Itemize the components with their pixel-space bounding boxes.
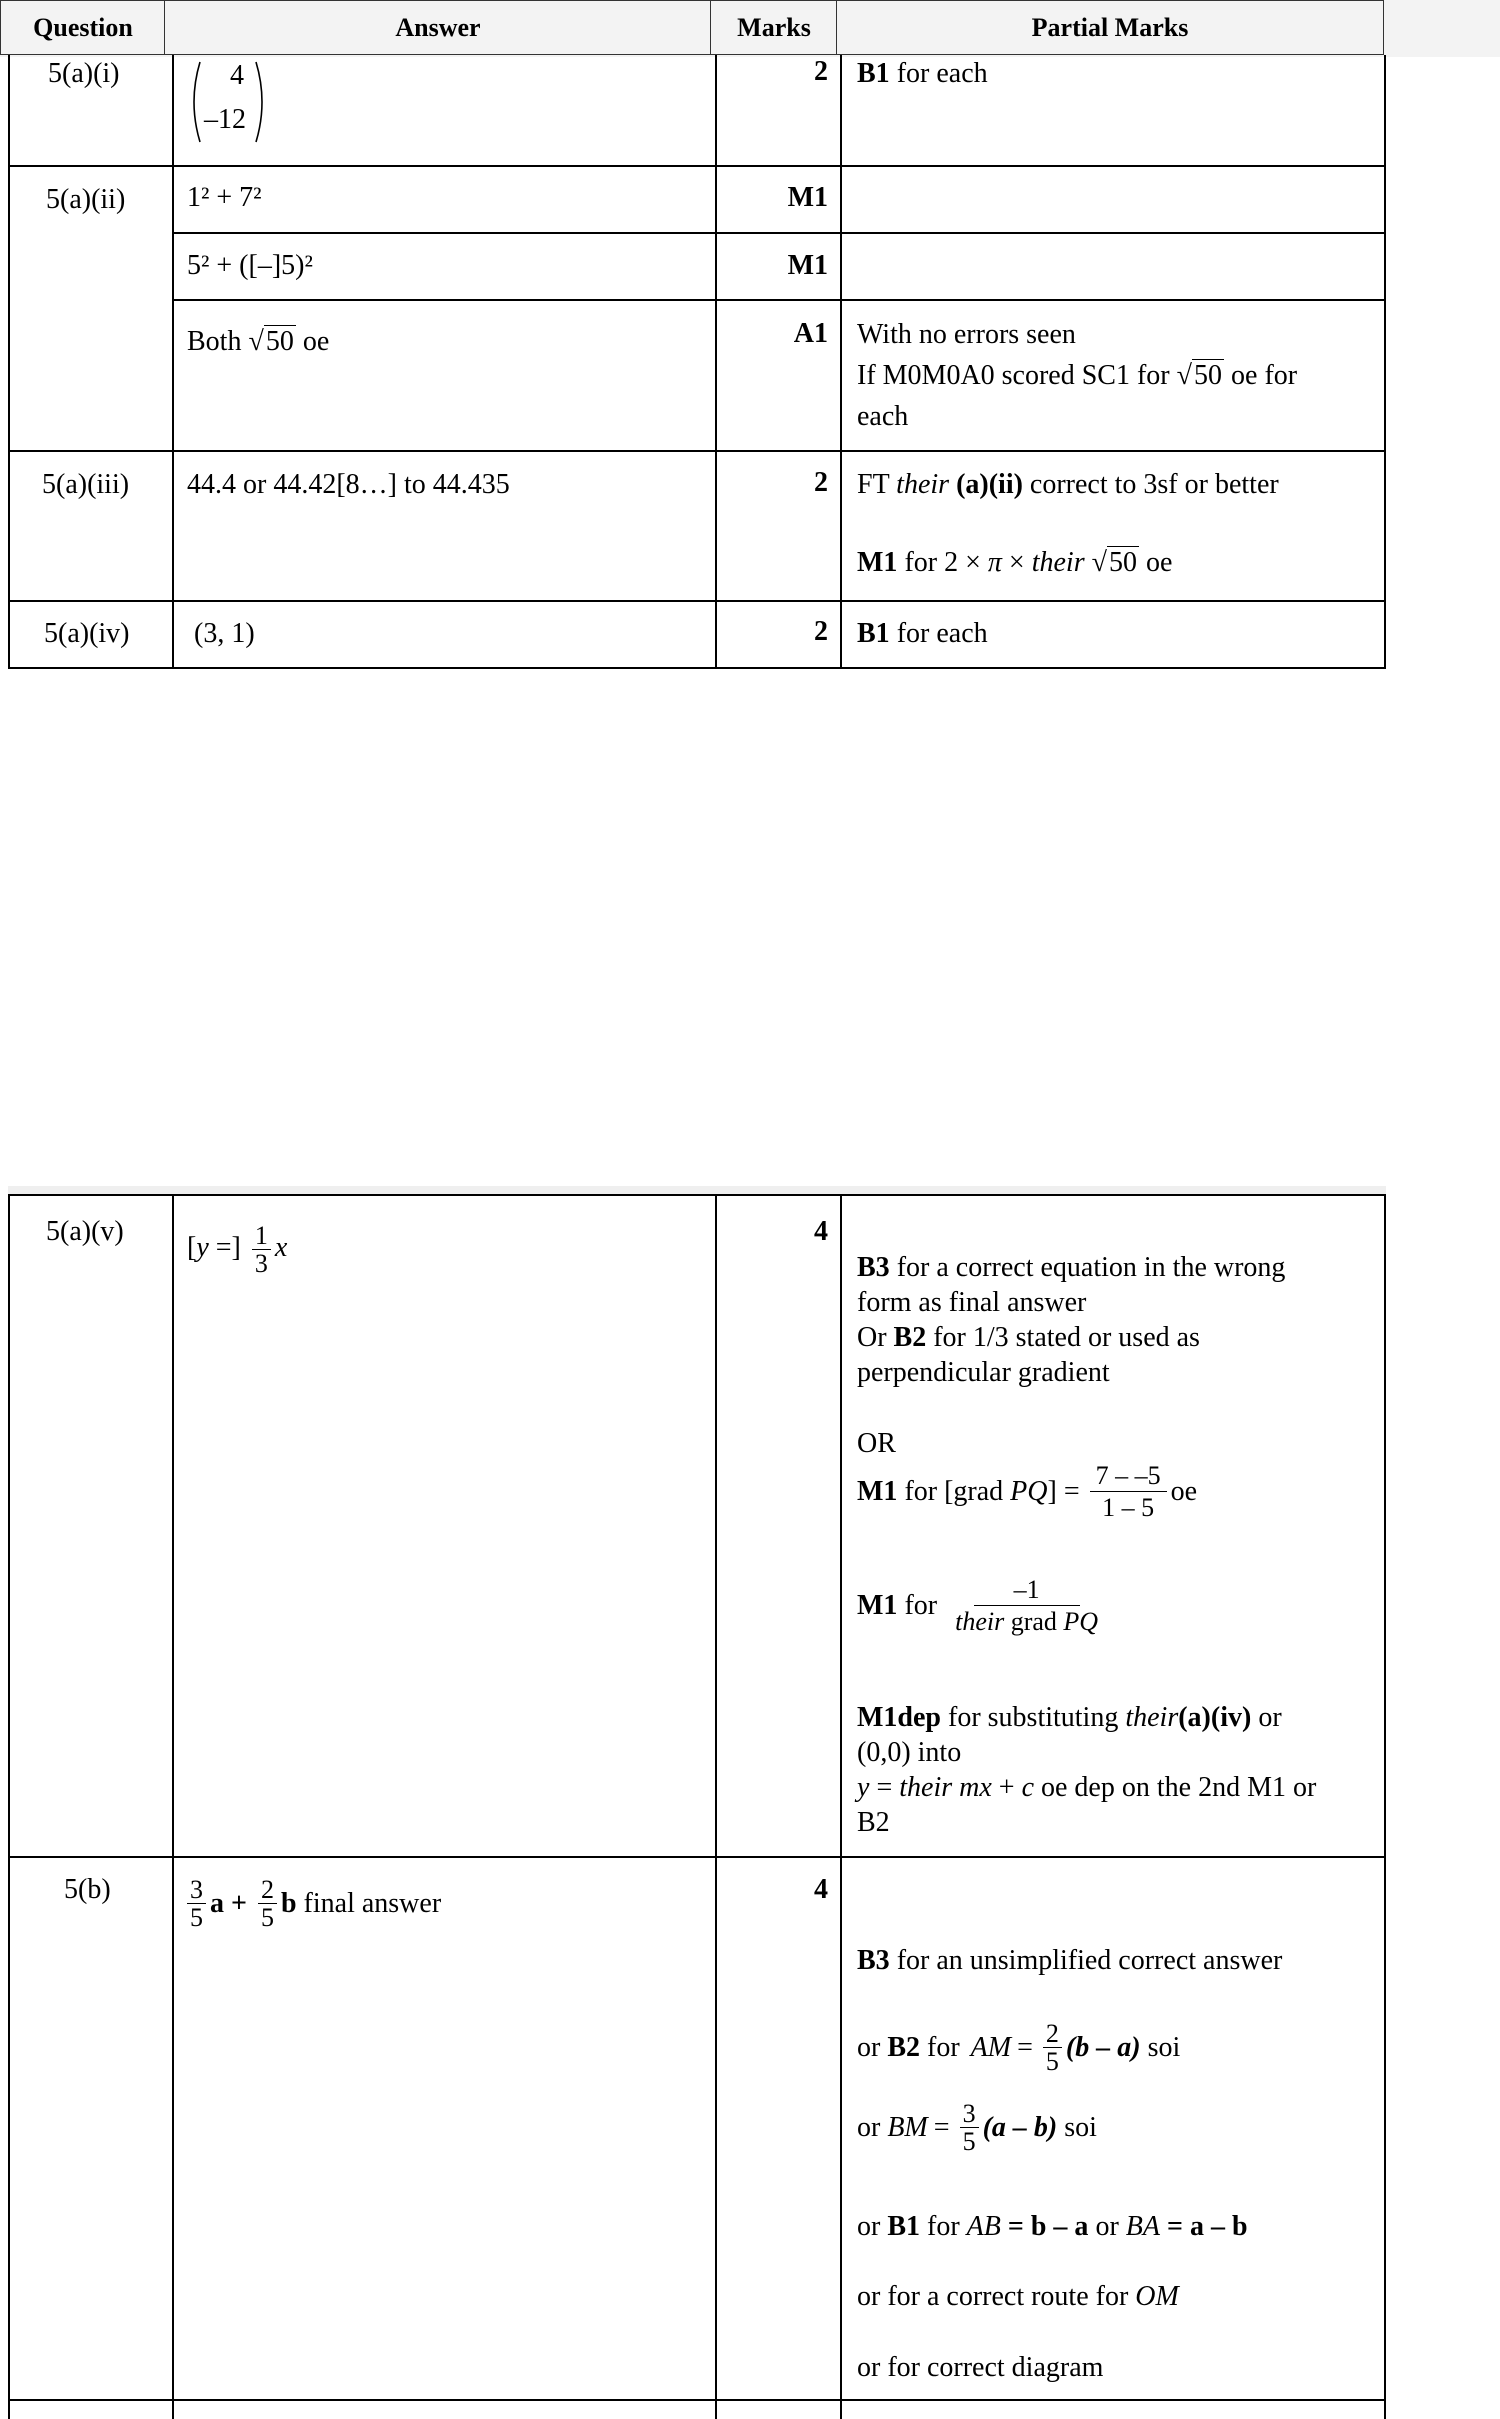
or-word: or <box>857 2111 888 2143</box>
answer-suffix: final answer <box>296 1887 442 1919</box>
partial-text: each <box>857 401 909 432</box>
radicand: 50 <box>265 326 294 357</box>
grid-line <box>8 2399 1386 2401</box>
mark-code: M1 <box>857 1589 898 1621</box>
partial-text: for each <box>889 618 988 649</box>
ft-label: FT <box>857 469 897 500</box>
question-label: 5(a)(v) <box>46 1216 124 1247</box>
vector-top: 4 <box>230 60 244 91</box>
marks-value: M1 <box>787 182 828 213</box>
equals-sign: = <box>933 2111 950 2143</box>
partial-suffix: oe <box>1138 547 1173 578</box>
denominator: 5 <box>962 2127 976 2157</box>
bracket-open: [ <box>187 1232 197 1264</box>
answer-prefix: Both <box>187 326 249 357</box>
partial-text <box>857 2020 1180 2076</box>
denominator: 3 <box>254 1249 268 1279</box>
numerator: 3 <box>187 1876 206 1904</box>
denominator: 1 – 5 <box>1102 1493 1155 1523</box>
variable-y: y <box>857 1772 870 1803</box>
marks-value: 2 <box>814 616 828 647</box>
partial-text <box>857 2279 1179 2315</box>
answer-text: 44.4 or 44.42[8…] to 44.435 <box>187 469 510 500</box>
denominator: 5 <box>260 1903 274 1933</box>
equals-sign: = <box>1000 2211 1031 2242</box>
equals-sign: = <box>869 1772 900 1803</box>
mark-code: B1 <box>857 618 890 649</box>
answer-expression <box>187 1222 287 1278</box>
partial-text: B2 <box>857 1807 890 1838</box>
mark-code: B2 <box>887 2031 921 2063</box>
route-text: or for a correct route for <box>857 2281 1136 2312</box>
grid-line <box>840 1194 842 2419</box>
segment-pq: PQ <box>1063 1607 1099 1637</box>
variable-y: y <box>196 1232 209 1264</box>
grid-line <box>715 1194 717 2419</box>
mark-code: B3 <box>857 1945 890 1976</box>
header-question: Question <box>0 0 166 55</box>
grid-line <box>8 600 1386 602</box>
grid-line <box>8 1856 1386 1858</box>
question-label: 5(a)(i) <box>48 58 120 89</box>
segment-pq: PQ <box>1010 1475 1048 1507</box>
soi-label: soi <box>1057 2111 1097 2143</box>
grad-text: grad <box>1004 1607 1064 1637</box>
vector-expression: (b – a) <box>1065 2031 1141 2063</box>
marks-value: M1 <box>787 250 828 281</box>
fraction <box>258 1876 277 1932</box>
square-root: √50 <box>248 326 294 357</box>
or-word: or <box>1251 1702 1282 1733</box>
partial-text: OR <box>857 1428 896 1459</box>
or-word: Or <box>857 1322 894 1353</box>
soi-label: soi <box>1140 2031 1181 2063</box>
equals-bracket: =] <box>208 1232 241 1264</box>
partial-text: or for correct diagram <box>857 2352 1104 2383</box>
partial-text: perpendicular gradient <box>857 1357 1110 1388</box>
partial-text-a: for 2 × <box>897 547 988 578</box>
partial-text <box>857 1700 1282 1736</box>
square-root: √50 <box>1176 360 1223 391</box>
grid-line <box>8 667 1386 669</box>
partial-marks <box>857 616 988 652</box>
mark-code: B1 <box>857 58 890 89</box>
partial-text-line: for an unsimplified correct answer <box>889 1945 1283 1976</box>
header-answer: Answer <box>164 0 712 55</box>
grid-line <box>172 299 1386 301</box>
header-marks: Marks <box>710 0 838 55</box>
mark-code: M1 <box>857 547 898 578</box>
fraction <box>960 2100 979 2156</box>
segment-ab: AB <box>966 2211 1001 2242</box>
mark-code: B2 <box>893 1322 927 1353</box>
column-vector <box>186 58 270 146</box>
pi-symbol: π <box>987 547 1002 578</box>
their-mx: their mx <box>899 1772 992 1803</box>
question-label: 5(a)(iv) <box>44 618 130 649</box>
fraction <box>252 1222 271 1278</box>
vector-a: a <box>210 1887 224 1919</box>
denominator <box>951 1606 1102 1637</box>
square-root: √50 <box>1091 547 1137 578</box>
partial-text: for each <box>889 58 988 89</box>
partial-text: With no errors seen <box>857 319 1076 350</box>
answer-expression <box>187 1876 441 1932</box>
grid-line <box>8 55 10 669</box>
answer-text <box>187 324 329 360</box>
partial-text <box>857 358 1297 394</box>
variable-x: x <box>274 1232 288 1264</box>
partial-text-a: for <box>920 2031 967 2063</box>
grid-line <box>8 1194 10 2419</box>
marks-value: 2 <box>814 56 828 87</box>
or-word: or <box>857 2031 888 2063</box>
grid-line <box>8 450 1386 452</box>
plus-sign: + <box>224 1887 254 1919</box>
grid-line <box>172 1194 174 2419</box>
partial-marks <box>857 56 988 92</box>
fraction <box>1043 2020 1062 2076</box>
numerator: –1 <box>974 1574 1080 1606</box>
their-word: their <box>896 469 950 500</box>
marks-value: A1 <box>793 318 828 349</box>
or-word: or <box>857 2211 888 2242</box>
mark-code: M1 <box>857 1475 898 1507</box>
numerator: 2 <box>258 1876 277 1904</box>
equals-sign: ] = <box>1047 1475 1080 1507</box>
mark-code: B1 <box>887 2211 921 2242</box>
question-label: 5(a)(iii) <box>42 469 130 500</box>
partial-text <box>857 2100 1097 2156</box>
grid-line <box>8 165 1386 167</box>
partial-suffix: oe for <box>1224 360 1298 391</box>
vector-b: b <box>280 1887 297 1919</box>
marks-value: 4 <box>814 1216 828 1247</box>
radicand: 50 <box>1108 547 1137 578</box>
question-label: 5(a)(ii) <box>46 184 126 215</box>
marks-value: 4 <box>814 1874 828 1905</box>
partial-text <box>857 1250 1285 1286</box>
fraction <box>951 1574 1102 1638</box>
oe-label: oe <box>1170 1475 1198 1507</box>
fraction <box>187 1876 206 1932</box>
mark-code: B3 <box>857 1252 890 1283</box>
or-word: or <box>1088 2211 1126 2242</box>
part-reference: (a)(iv) <box>1178 1702 1252 1733</box>
partial-text-line: for a correct equation in the wrong <box>889 1252 1286 1283</box>
partial-text <box>857 545 1172 581</box>
grid-line <box>8 1194 1386 1196</box>
mark-code: M1dep <box>857 1702 941 1733</box>
partial-text <box>857 467 1279 503</box>
partial-text-a: for [grad <box>897 1475 1011 1507</box>
variable-c: c <box>1021 1772 1034 1803</box>
grid-line <box>172 55 174 669</box>
radicand: 50 <box>1194 360 1223 391</box>
segment-om: OM <box>1135 2281 1179 2312</box>
answer-text: 1² + 7² <box>187 182 262 213</box>
answer-text: (3, 1) <box>194 618 255 649</box>
partial-prefix: If M0M0A0 scored SC1 for <box>857 360 1177 391</box>
numerator: 2 <box>1043 2020 1062 2048</box>
marks-value: 2 <box>814 467 828 498</box>
grid-line <box>715 55 717 669</box>
header-partial-marks: Partial Marks <box>836 0 1384 55</box>
partial-text <box>857 2209 1248 2245</box>
numerator: 3 <box>960 2100 979 2128</box>
vector-expression: b – a <box>1030 2211 1089 2242</box>
partial-text-a: for <box>897 1589 938 1621</box>
segment-bm: BM <box>887 2111 928 2143</box>
partial-text: (0,0) into <box>857 1737 962 1768</box>
grid-line <box>840 55 842 669</box>
partial-text <box>857 1770 1316 1806</box>
denominator: 5 <box>1045 2047 1059 2077</box>
segment-am: AM <box>970 2031 1012 2063</box>
numerator: 1 <box>252 1222 271 1250</box>
numerator: 7 – –5 <box>1090 1460 1167 1492</box>
fraction <box>1090 1460 1167 1524</box>
vector-bottom: –12 <box>204 104 246 135</box>
denominator: 5 <box>190 1903 203 1933</box>
grid-line <box>1384 1194 1386 2419</box>
answer-suffix: oe <box>295 326 330 357</box>
their-word: their <box>1031 547 1085 578</box>
part-reference: (a)(ii) <box>949 469 1023 500</box>
partial-text-a: for substituting <box>941 1702 1126 1733</box>
partial-text: form as final answer <box>857 1287 1087 1318</box>
equals-sign: = <box>1159 2211 1190 2242</box>
vector-expression: (a – b) <box>982 2111 1058 2143</box>
partial-suffix: correct to 3sf or better <box>1022 469 1279 500</box>
partial-suffix: oe dep on the 2nd M1 or <box>1034 1772 1317 1803</box>
for-word: for <box>920 2211 967 2242</box>
partial-text <box>857 1943 1282 1979</box>
partial-text <box>857 1320 1200 1356</box>
segment-ba: BA <box>1125 2211 1160 2242</box>
answer-text: 5² + ([–]5)² <box>187 250 313 281</box>
partial-text-b: × <box>1001 547 1032 578</box>
equals-sign: = <box>1017 2031 1033 2063</box>
partial-text <box>857 1460 1197 1524</box>
partial-text <box>857 1574 1106 1638</box>
partial-text-line: for 1/3 stated or used as <box>926 1322 1200 1353</box>
vector-expression: a – b <box>1189 2211 1248 2242</box>
question-label: 5(b) <box>64 1874 111 1905</box>
plus-sign: + <box>991 1772 1022 1803</box>
grid-line <box>172 232 1386 234</box>
their-word: their <box>955 1607 1005 1637</box>
grid-line <box>1384 55 1386 669</box>
their-word: their <box>1125 1702 1179 1733</box>
